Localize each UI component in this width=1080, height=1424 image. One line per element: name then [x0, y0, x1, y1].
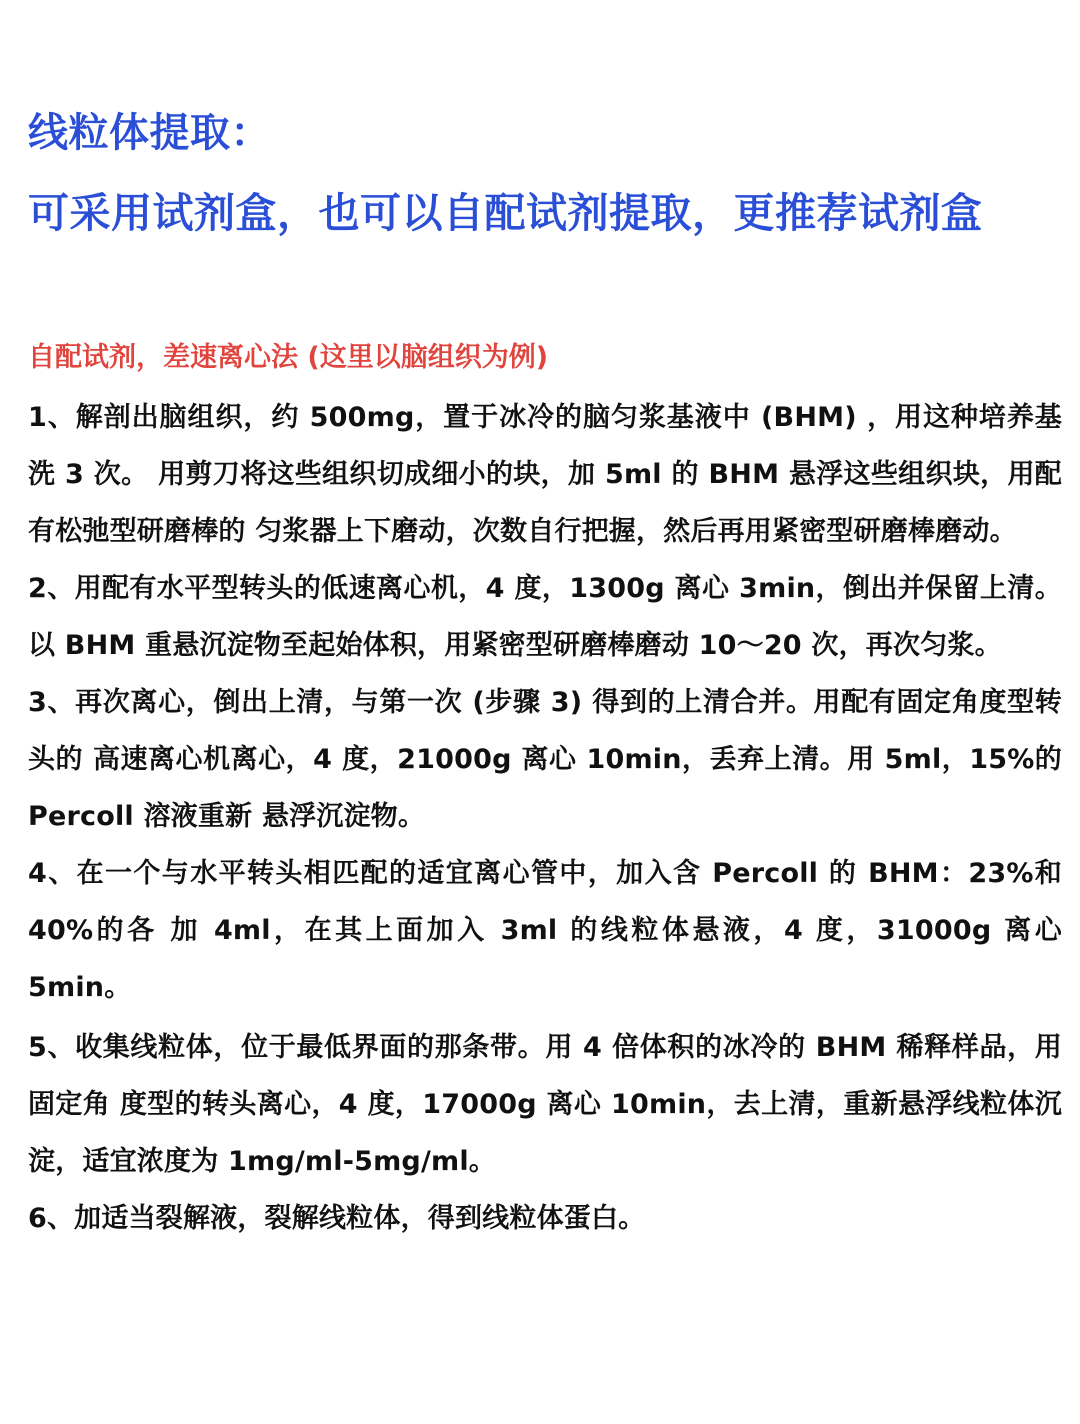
- page-title: 线粒体提取：: [28, 110, 271, 156]
- section-title: 自配试剂，差速离心法 (这里以脑组织为例): [28, 342, 549, 373]
- protocol-steps: [28, 389, 1062, 1247]
- page-subtitle: 可采用试剂盒，也可以自配试剂提取，更推荐试剂盒: [28, 189, 983, 237]
- protocol-step-2: 2、用配有水平型转头的低速离心机，4 度，1300g 离心 3min，倒出并保留上清。以 BHM 重悬沉淀物至起始体积，用紧密型研磨棒磨动 10～20 次，再次匀浆。: [28, 573, 1062, 661]
- protocol-step-5: 5、收集线粒体，位于最低界面的那条带。用 4 倍体积的冰冷的 BHM 稀释样品，用固定角 度型的转头离心，4 度，17000g 离心 10min，去上清，重新悬浮线粒体沉淀，适宜浓度为 1mg/ml-5mg/ml。: [28, 1032, 1062, 1177]
- protocol-step-4: 4、在一个与水平转头相匹配的适宜离心管中，加入含 Percoll 的 BHM：23%和 40%的各 加 4ml，在其上面加入 3ml 的线粒体悬液，4 度，31000g 离心 5min。: [28, 858, 1062, 1003]
- protocol-step-6: 6、加适当裂解液，裂解线粒体，得到线粒体蛋白。: [28, 1203, 646, 1234]
- protocol-step-3: 3、再次离心，倒出上清，与第一次 (步骤 3) 得到的上清合并。用配有固定角度型转头的 高速离心机离心，4 度，21000g 离心 10min，丢弃上清。用 5ml，15%的 Percoll 溶液重新 悬浮沉淀物。: [28, 687, 1062, 832]
- protocol-step-1: 1、解剖出脑组织，约 500mg，置于冰冷的脑匀浆基液中 (BHM) ，用这种培养基洗 3 次。 用剪刀将这些组织切成细小的块，加 5ml 的 BHM 悬浮这些组织块，用配有松弛型研磨棒的 匀浆器上下磨动，次数自行把握，然后再用紧密型研磨棒磨动。: [28, 402, 1062, 547]
